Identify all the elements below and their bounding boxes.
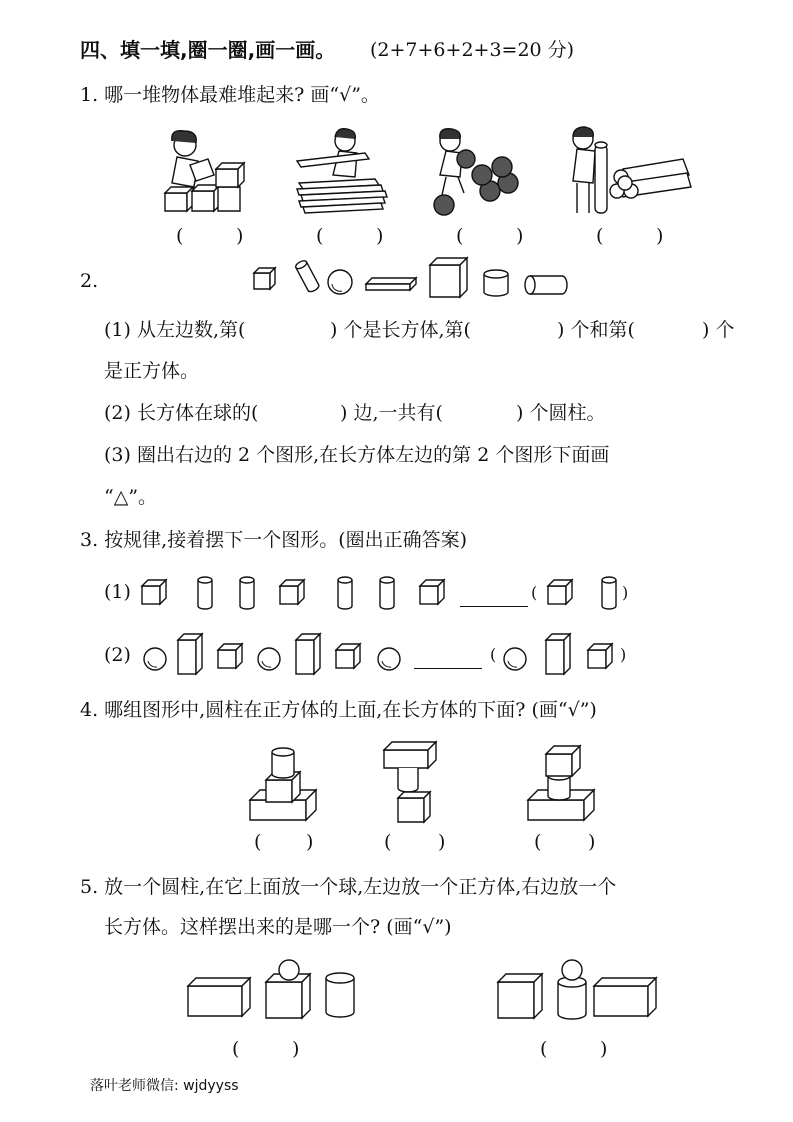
q3r2-cube-2 bbox=[336, 644, 360, 668]
q5-paren-close-2[interactable]: ) bbox=[600, 1038, 608, 1060]
q1-text: 1. 哪一堆物体最难堆起来? 画“√”。 bbox=[80, 84, 380, 106]
q3r1-cyl-1 bbox=[198, 577, 212, 609]
q2-line1-d: ) 个 bbox=[702, 319, 735, 341]
section-title: 四、填一填,圈一圈,画一画。 bbox=[80, 38, 336, 62]
q2-shapes-row bbox=[250, 256, 580, 304]
q1-scene-boy-cuboids bbox=[295, 125, 390, 215]
q3r1-opt-cyl bbox=[602, 577, 616, 609]
q3-text: 3. 按规律,接着摆下一个图形。(圈出正确答案) bbox=[80, 529, 468, 551]
q2-line1-a: (1) 从左边数,第( bbox=[104, 319, 246, 341]
q3r1-cyl-3 bbox=[338, 577, 352, 609]
footer-note: 落叶老师微信: wjdyyss bbox=[90, 1078, 239, 1094]
q3r2-cuboid-2 bbox=[296, 634, 320, 674]
q1-paren-close-4[interactable]: ) bbox=[656, 225, 664, 247]
q2-line1-e: 是正方体。 bbox=[104, 360, 200, 382]
q4-paren-open-2[interactable]: ( bbox=[384, 831, 392, 853]
q2-line2-b: ) 边,一共有( bbox=[340, 402, 443, 424]
q2-shape-sphere bbox=[328, 270, 352, 294]
q2-line3: (3) 圈出右边的 2 个图形,在长方体左边的第 2 个图形下面画 bbox=[104, 444, 610, 466]
q3r2-opt-sphere bbox=[504, 648, 526, 670]
q3-row2-label: (2) bbox=[104, 644, 131, 666]
q2-line1-c: ) 个和第( bbox=[557, 319, 635, 341]
q5-option-1 bbox=[186, 958, 361, 1024]
q3-row1-label: (1) bbox=[104, 581, 131, 603]
q1-paren-close-2[interactable]: ) bbox=[376, 225, 384, 247]
q3-row1-opt-paren-open: ( bbox=[531, 583, 538, 602]
q3-row2-opt-paren-open: ( bbox=[490, 645, 497, 664]
section-score: (2+7+6+2+3=20 分) bbox=[370, 39, 575, 61]
q3-row2-options[interactable] bbox=[502, 630, 620, 676]
q4-paren-open-3[interactable]: ( bbox=[534, 831, 542, 853]
q1-scene-girl-balls bbox=[430, 125, 525, 220]
q5-paren-open-1[interactable]: ( bbox=[232, 1038, 240, 1060]
q2-shape-cylinder-2 bbox=[484, 270, 508, 296]
q3r2-sphere-3 bbox=[378, 648, 400, 670]
q4-group-1 bbox=[250, 744, 320, 824]
q2-line2-c: ) 个圆柱。 bbox=[516, 402, 606, 424]
q3r1-opt-cube bbox=[548, 580, 572, 604]
q3r1-cyl-2 bbox=[240, 577, 254, 609]
q4-group-3 bbox=[528, 744, 598, 824]
q5-text-line2: 长方体。这样摆出来的是哪一个? (画“√”) bbox=[104, 916, 452, 938]
q1-paren-open-3[interactable]: ( bbox=[456, 225, 464, 247]
q3r2-opt-cuboid bbox=[546, 634, 570, 674]
q5-paren-close-1[interactable]: ) bbox=[292, 1038, 300, 1060]
q4-paren-open-1[interactable]: ( bbox=[254, 831, 262, 853]
q2-shape-cube-2 bbox=[430, 258, 467, 297]
q3-row1-shapes bbox=[140, 574, 450, 612]
q1-scene-boy-cylinders bbox=[565, 125, 700, 220]
q3r2-cube-1 bbox=[218, 644, 242, 668]
q4-paren-close-2[interactable]: ) bbox=[438, 831, 446, 853]
q1-paren-open-1[interactable]: ( bbox=[176, 225, 184, 247]
q3-row1-answer-blank[interactable] bbox=[460, 606, 528, 607]
q3-row1-opt-paren-close: ) bbox=[622, 583, 629, 602]
q4-text: 4. 哪组图形中,圆柱在正方体的上面,在长方体的下面? (画“√”) bbox=[80, 699, 597, 721]
q2-line2-a: (2) 长方体在球的( bbox=[104, 402, 259, 424]
q2-shape-cylinder-tilted bbox=[294, 259, 320, 293]
q3r2-cuboid-1 bbox=[178, 634, 202, 674]
q3r2-sphere-2 bbox=[258, 648, 280, 670]
q1-scene-girl-cubes bbox=[150, 125, 250, 215]
q2-line3-b: “△”。 bbox=[104, 486, 158, 508]
q3-row2-answer-blank[interactable] bbox=[414, 668, 482, 669]
q1-paren-open-2[interactable]: ( bbox=[316, 225, 324, 247]
q2-shape-cuboid-flat bbox=[366, 278, 416, 290]
q2-shape-cylinder-lying bbox=[525, 276, 567, 294]
q2-line1-b: ) 个是长方体,第( bbox=[330, 319, 471, 341]
q4-paren-close-3[interactable]: ) bbox=[588, 831, 596, 853]
q3-row1-options[interactable] bbox=[546, 574, 629, 612]
q1-paren-open-4[interactable]: ( bbox=[596, 225, 604, 247]
q2-shape-cube-1 bbox=[254, 268, 275, 289]
q1-paren-close-3[interactable]: ) bbox=[516, 225, 524, 247]
q3r1-cube-3 bbox=[420, 580, 444, 604]
q3-row2-opt-paren-close: ) bbox=[620, 645, 627, 664]
q3r1-cyl-4 bbox=[380, 577, 394, 609]
q3-row2-shapes bbox=[140, 630, 410, 676]
q5-paren-open-2[interactable]: ( bbox=[540, 1038, 548, 1060]
q3r1-cube-2 bbox=[280, 580, 304, 604]
q3r1-cube-1 bbox=[142, 580, 166, 604]
q5-text-line1: 5. 放一个圆柱,在它上面放一个球,左边放一个正方体,右边放一个 bbox=[80, 876, 617, 898]
q1-paren-close-1[interactable]: ) bbox=[236, 225, 244, 247]
q3r2-sphere-1 bbox=[144, 648, 166, 670]
q3r2-opt-cube bbox=[588, 644, 612, 668]
q4-paren-close-1[interactable]: ) bbox=[306, 831, 314, 853]
q5-option-2 bbox=[496, 958, 666, 1024]
q4-group-2 bbox=[384, 742, 442, 824]
q2-num: 2. bbox=[80, 270, 99, 292]
